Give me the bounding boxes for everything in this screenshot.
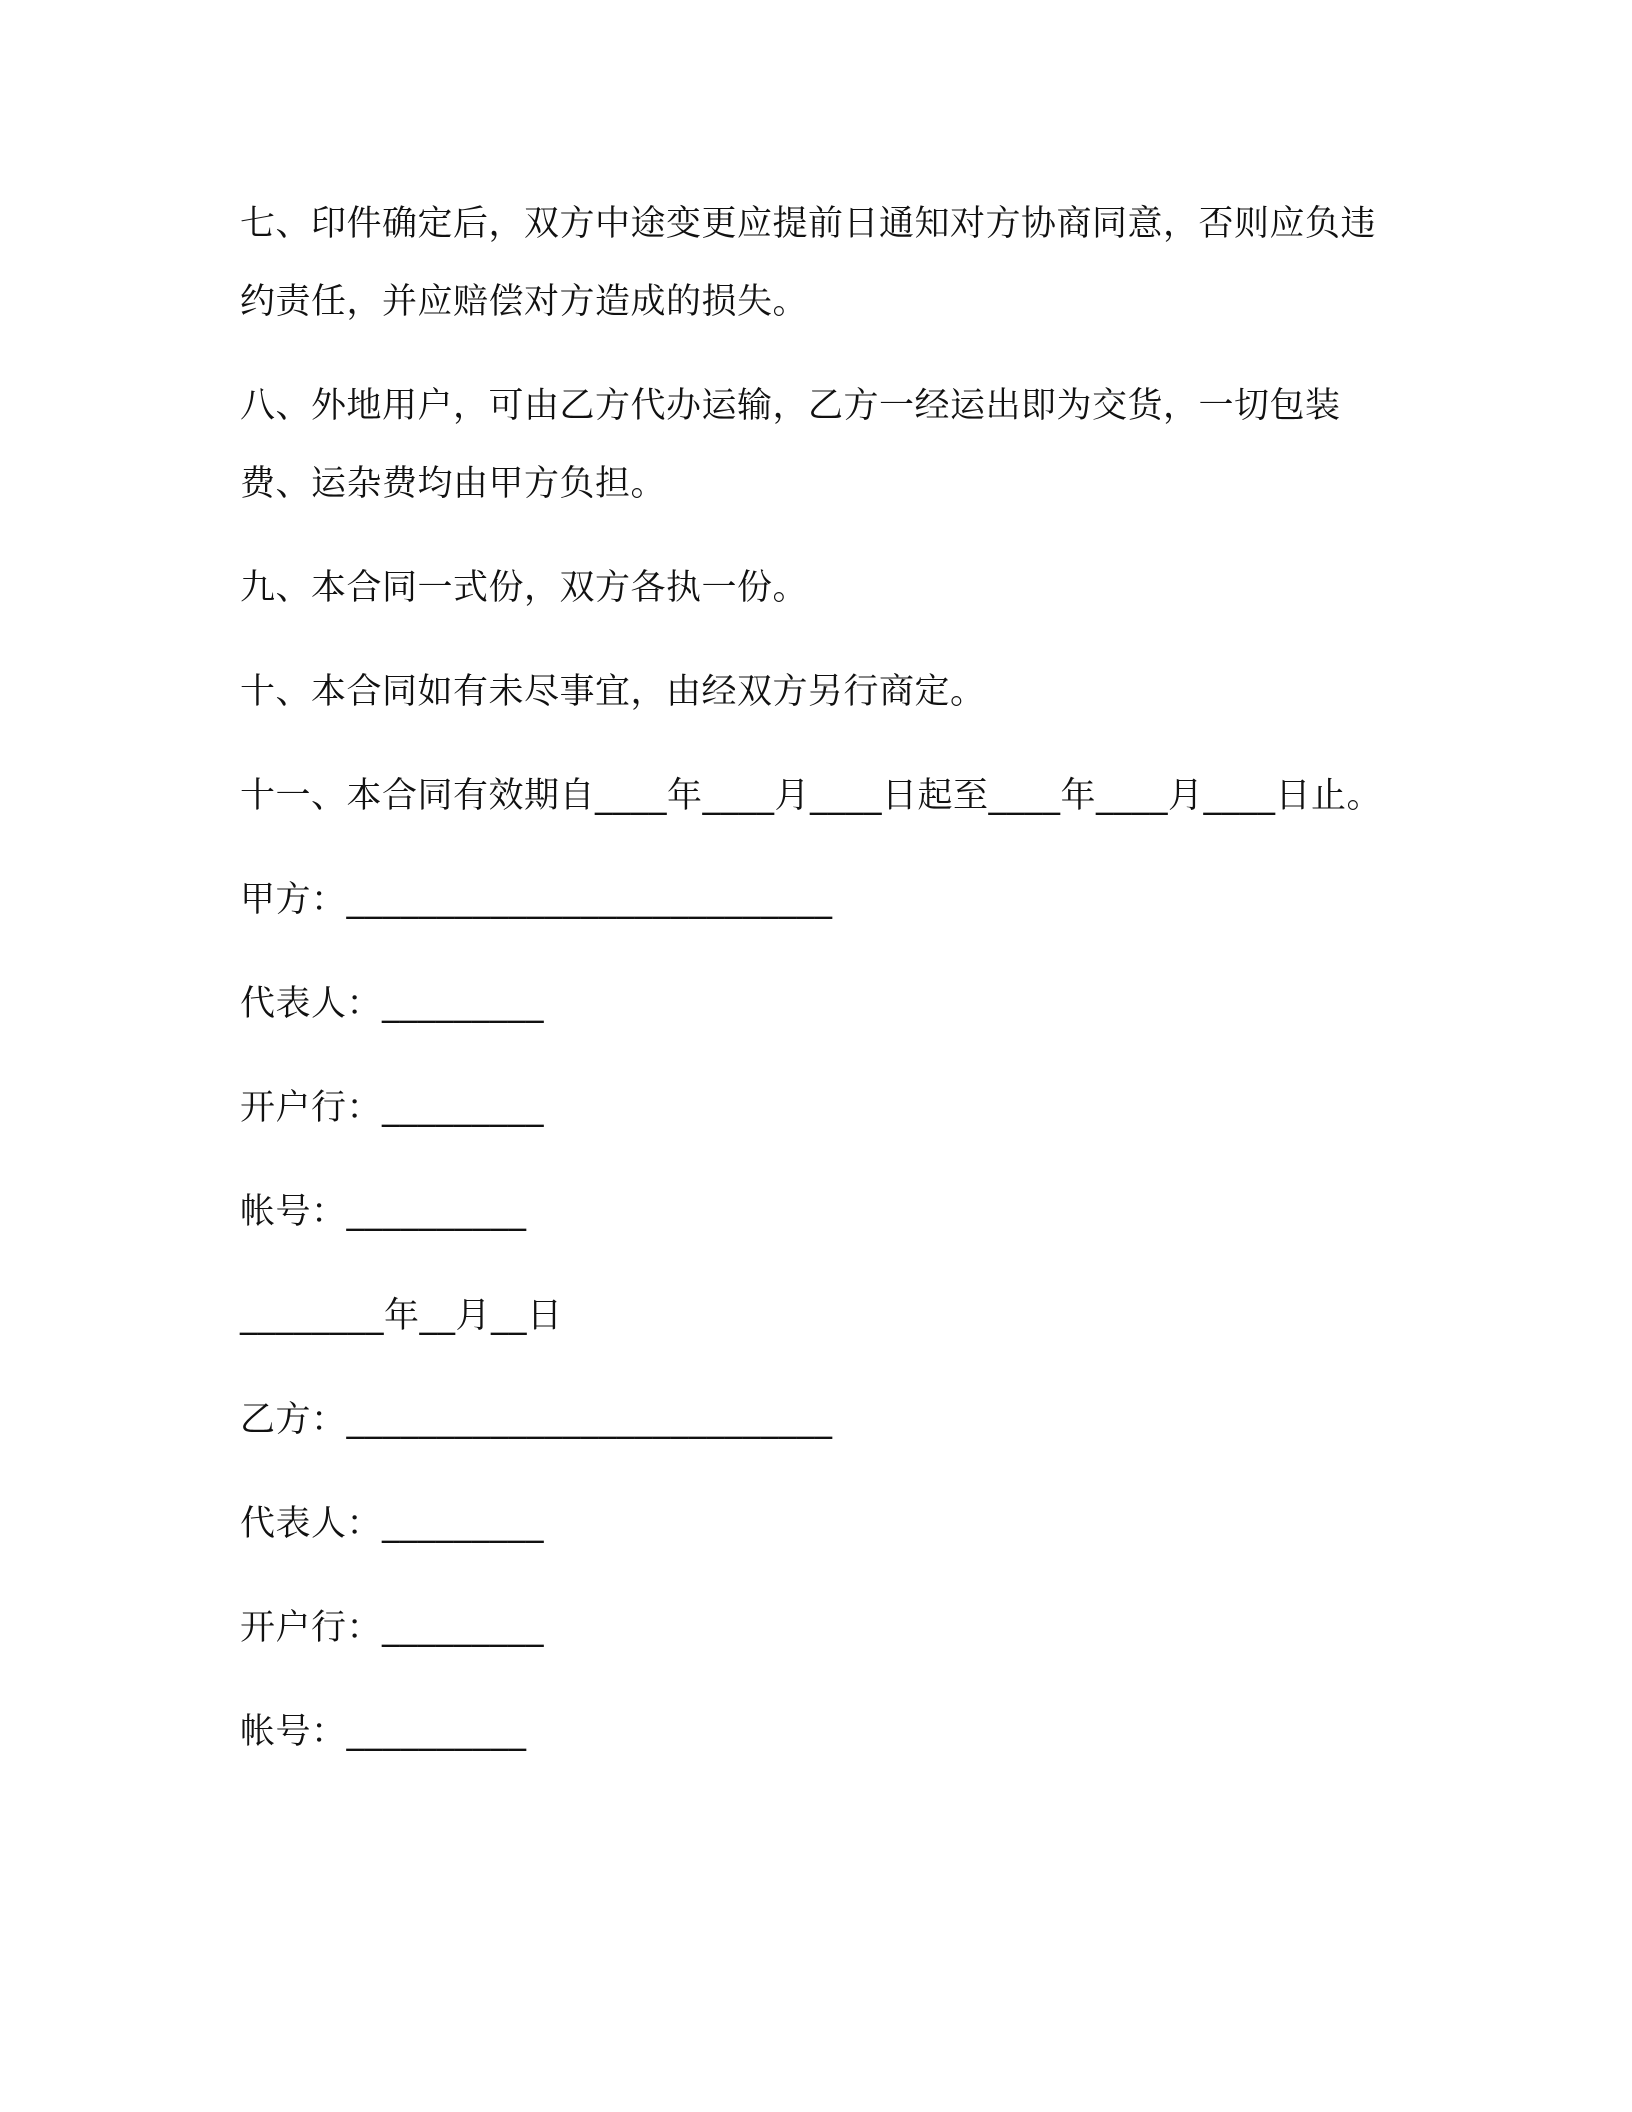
party-a-representative: 代表人：_________ — [240, 984, 545, 1024]
party-a-bank: 开户行：_________ — [240, 1088, 545, 1128]
party-b-account: 帐号：__________ — [240, 1712, 527, 1752]
party-a-name: 甲方：___________________________ — [240, 880, 833, 920]
clause-11: 十一、本合同有效期自____年____月____日起至____年____月____日止。 — [240, 776, 1383, 816]
clause-8: 八、外地用户，可由乙方代办运输，乙方一经运出即为交货，一切包装费、运杂费均由甲方负担。 — [240, 386, 1341, 504]
party-b-name: 乙方：___________________________ — [240, 1400, 833, 1440]
contract-body — [240, 185, 1400, 1797]
party-b-representative: 代表人：_________ — [240, 1504, 545, 1544]
party-b-bank: 开户行：_________ — [240, 1608, 545, 1648]
clause-10: 十、本合同如有未尽事宜，由经双方另行商定。 — [240, 672, 986, 712]
clause-7: 七、印件确定后，双方中途变更应提前日通知对方协商同意，否则应负违约责任，并应赔偿对方造成的损失。 — [240, 204, 1377, 322]
clause-9: 九、本合同一式份，双方各执一份。 — [240, 568, 809, 608]
party-a-date: ________年__月__日 — [240, 1296, 563, 1336]
party-a-account: 帐号：__________ — [240, 1192, 527, 1232]
